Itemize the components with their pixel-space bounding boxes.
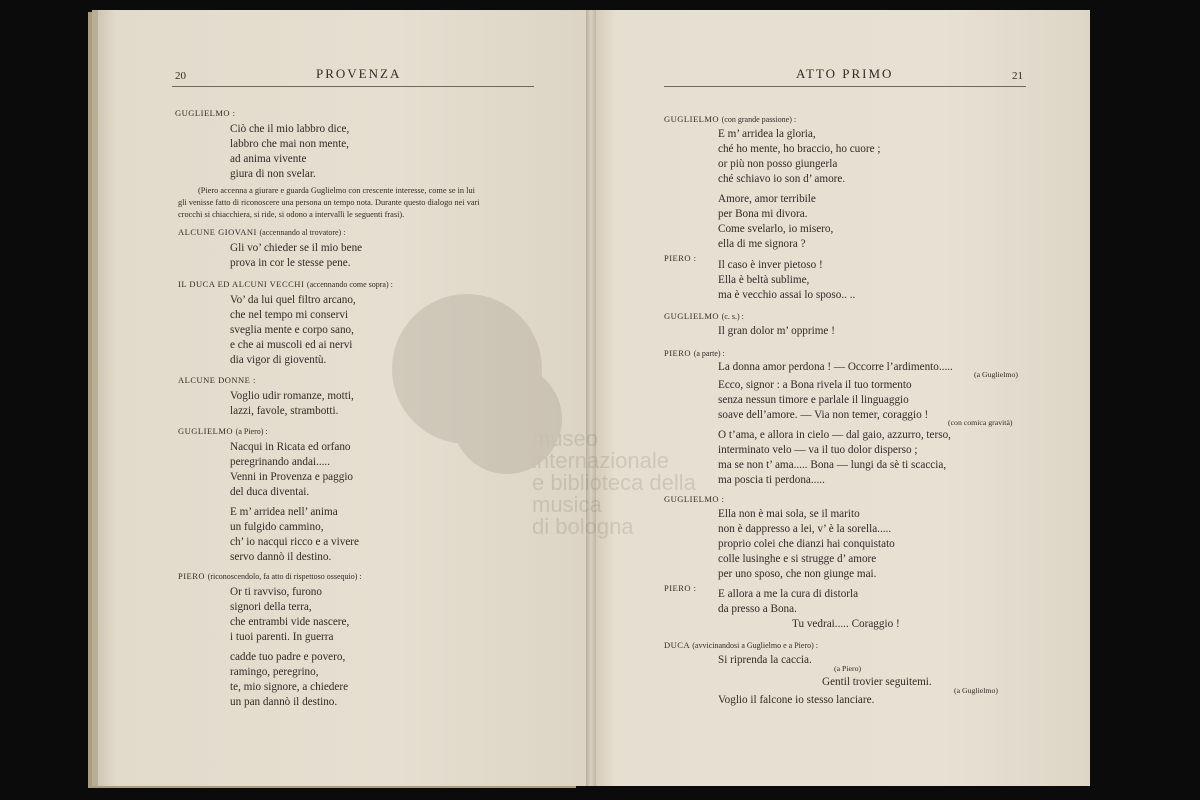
verse-line: ma se non t’ ama..... Bona — lungi da sè ti scaccia, bbox=[718, 459, 947, 471]
verse-line: Voglio udir romanze, motti, bbox=[230, 390, 354, 402]
verse-line: O t’ama, e allora in cielo — dal gaio, azzurro, terso, bbox=[718, 429, 951, 441]
stage-direction: (Piero accenna a giurare e guarda Guglielmo con crescente interesse, come se in lui bbox=[198, 186, 475, 195]
verse-line: Come svelarlo, io misero, bbox=[718, 223, 834, 235]
verse-line: dia vigor di gioventù. bbox=[230, 354, 327, 366]
stage-direction: gli venisse fatto di riconoscere una persona un tempo nota. Durante questo dialogo nei vari bbox=[178, 198, 480, 207]
verse-line: Gentil trovier seguitemi. bbox=[822, 676, 932, 688]
verse-line: non è dappresso a lei, v’ è la sorella..... bbox=[718, 523, 892, 535]
verse-line: Ella non è mai sola, se il marito bbox=[718, 508, 860, 520]
aside-direction: (a Guglielmo) bbox=[974, 370, 1018, 379]
speaker-label: PIERO (riconoscendolo, fa atto di rispettoso ossequio) : bbox=[178, 571, 362, 581]
verse-line: proprio colei che dianzi hai conquistato bbox=[718, 538, 895, 550]
verse-line: La donna amor perdona ! — Occorre l’ardimento..... bbox=[718, 361, 953, 373]
stage-direction: crocchi si chiacchiera, si ride, si odono a intervalli le seguenti frasi). bbox=[178, 210, 405, 219]
verse-line: Venni in Provenza e paggio bbox=[230, 471, 354, 483]
verse-line: senza nessun timore e parlale il linguaggio bbox=[718, 394, 909, 406]
verse-line: ch’ io nacqui ricco e a vivere bbox=[230, 536, 359, 548]
left-header-rule bbox=[172, 86, 534, 87]
verse-line: lazzi, favole, strambotti. bbox=[230, 405, 339, 417]
verse-line: colle lusinghe e si strugge d’ amore bbox=[718, 553, 877, 565]
speaker-label: GUGLIELMO : bbox=[664, 494, 725, 504]
verse-line: che nel tempo mi conservi bbox=[230, 309, 349, 321]
verse-line: Amore, amor terribile bbox=[718, 193, 816, 205]
verse-line: E m’ arridea nell’ anima bbox=[230, 506, 338, 518]
verse-line: Ecco, signor : a Bona rivela il tuo tormento bbox=[718, 379, 912, 391]
right-page-number: 21 bbox=[1012, 70, 1023, 82]
watermark-text: museo internazionale e biblioteca della musica di bologna bbox=[532, 426, 696, 539]
verse-line: ad anima vivente bbox=[230, 153, 307, 165]
verse-line: cadde tuo padre e povero, bbox=[230, 651, 346, 663]
verse-line: labbro che mai non mente, bbox=[230, 138, 349, 150]
verse-line: servo dannò il destino. bbox=[230, 551, 332, 563]
speaker-label: GUGLIELMO (con grande passione) : bbox=[664, 114, 797, 124]
verse-line: un fulgido cammino, bbox=[230, 521, 324, 533]
right-running-head: ATTO PRIMO bbox=[796, 66, 894, 81]
speaker-label: GUGLIELMO (c. s.) : bbox=[664, 311, 744, 321]
verse-line: soave dell’amore. — Via non temer, coraggio ! bbox=[718, 409, 929, 421]
verse-line: Voglio il falcone io stesso lanciare. bbox=[718, 694, 875, 706]
left-running-head: PROVENZA bbox=[316, 66, 402, 81]
speaker-label: GUGLIELMO (a Piero) : bbox=[178, 426, 268, 436]
aside-direction: (a Guglielmo) bbox=[954, 686, 998, 695]
verse-line: Si riprenda la caccia. bbox=[718, 654, 812, 666]
verse-line: da presso a Bona. bbox=[718, 603, 797, 615]
verse-line: giura di non svelar. bbox=[230, 168, 316, 180]
verse-line: Nacqui in Ricata ed orfano bbox=[230, 441, 351, 453]
verse-line: Il gran dolor m’ opprime ! bbox=[718, 325, 835, 337]
verse-line: che entrambi vide nascere, bbox=[230, 616, 350, 628]
verse-line: or più non posso giungerla bbox=[718, 158, 838, 170]
verse-line: peregrinando andai..... bbox=[230, 456, 331, 468]
verse-line: per Bona mi divora. bbox=[718, 208, 808, 220]
verse-line: Ciò che il mio labbro dice, bbox=[230, 123, 350, 135]
verse-line: ché schiavo io son d’ amore. bbox=[718, 173, 846, 185]
speaker-label: ALCUNE DONNE : bbox=[178, 375, 256, 385]
verse-line: interminato velo — va il tuo dolor disperso ; bbox=[718, 444, 918, 456]
verse-line: un pan dannò il destino. bbox=[230, 696, 338, 708]
verse-line: per uno sposo, che non giunge mai. bbox=[718, 568, 877, 580]
verse-line: i tuoi parenti. In guerra bbox=[230, 631, 334, 643]
book-gutter bbox=[586, 10, 596, 786]
speaker-label: ALCUNE GIOVANI (accennando al trovatore) : bbox=[178, 227, 346, 237]
verse-line: sveglia mente e corpo sano, bbox=[230, 324, 354, 336]
verse-line: del duca diventai. bbox=[230, 486, 310, 498]
speaker-label: PIERO : bbox=[664, 583, 697, 593]
verse-line: ma poscia ti perdona..... bbox=[718, 474, 825, 486]
verse-line: prova in cor le stesse pene. bbox=[230, 257, 351, 269]
verse-line: E m’ arridea la gloria, bbox=[718, 128, 816, 140]
verse-line: Or ti ravviso, furono bbox=[230, 586, 322, 598]
verse-line: Ella è beltà sublime, bbox=[718, 274, 810, 286]
verse-line: E allora a me la cura di distorla bbox=[718, 588, 859, 600]
right-header-rule bbox=[664, 86, 1026, 87]
speaker-label: GUGLIELMO : bbox=[175, 108, 236, 118]
verse-line: Il caso è inver pietoso ! bbox=[718, 259, 823, 271]
verse-line: Vo’ da lui quel filtro arcano, bbox=[230, 294, 356, 306]
aside-direction: (con comica gravità) bbox=[948, 418, 1013, 427]
verse-line: ché ho mente, ho braccio, ho cuore ; bbox=[718, 143, 881, 155]
verse-line: Gli vo’ chieder se il mio bene bbox=[230, 242, 363, 254]
speaker-label: PIERO : bbox=[664, 253, 697, 263]
speaker-label: PIERO (a parte) : bbox=[664, 348, 725, 358]
verse-line: te, mio signore, a chiedere bbox=[230, 681, 349, 693]
speaker-label: DUCA (avvicinandosi a Guglielmo e a Piero) : bbox=[664, 640, 818, 650]
verse-line: ella di me signora ? bbox=[718, 238, 806, 250]
verse-line: e che ai muscoli ed ai nervi bbox=[230, 339, 353, 351]
verse-line: ramingo, peregrino, bbox=[230, 666, 319, 678]
left-page-number: 20 bbox=[175, 70, 186, 82]
verse-line: signori della terra, bbox=[230, 601, 312, 613]
verse-line: Tu vedrai..... Coraggio ! bbox=[792, 618, 900, 630]
speaker-label: IL DUCA ED ALCUNI VECCHI (accennando come sopra) : bbox=[178, 279, 393, 289]
aside-direction: (a Piero) bbox=[834, 664, 862, 673]
verse-line: ma è vecchio assai lo sposo.. .. bbox=[718, 289, 856, 301]
